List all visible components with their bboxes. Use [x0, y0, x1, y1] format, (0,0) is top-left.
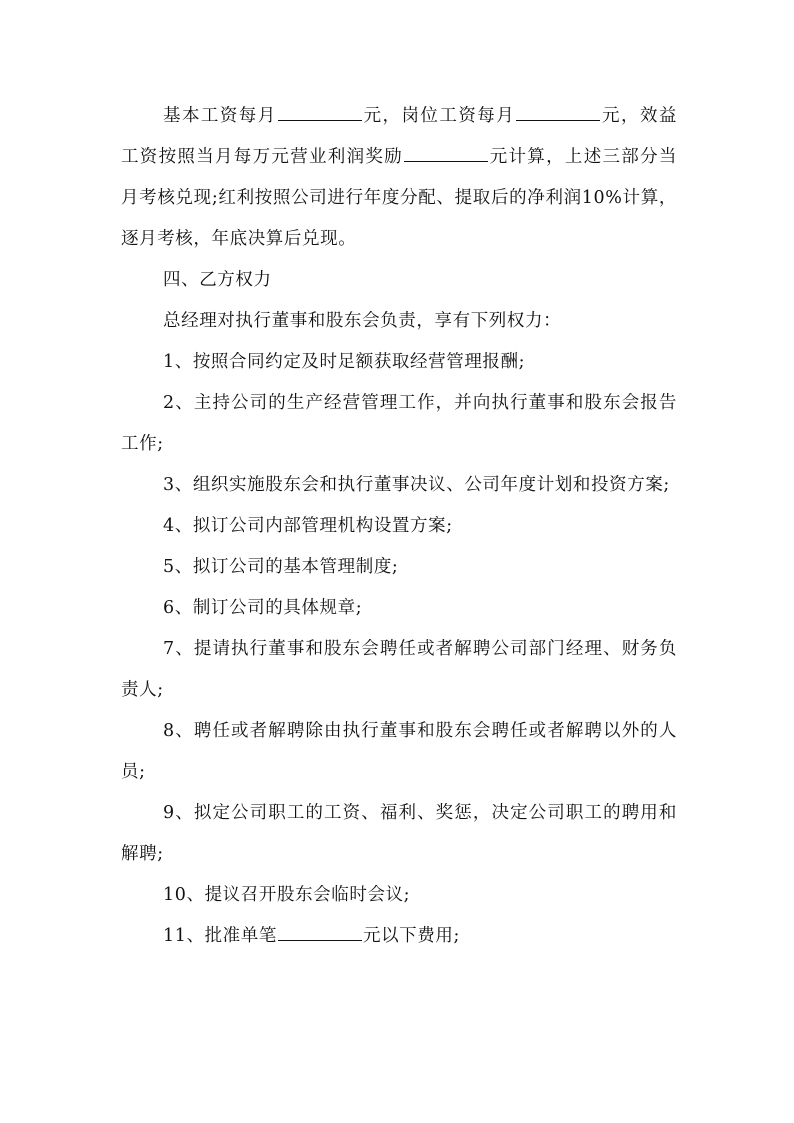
- pay-clause-text-4: 元计算，上述三部分当月考核兑现;红利按照公司进行年度分配、提取后的净利润10%计算，逐月考核，年底决算后兑现。: [121, 147, 677, 249]
- document-body: [121, 96, 677, 957]
- rights-intro: 总经理对执行董事和股东会负责，享有下列权力：: [163, 311, 562, 331]
- profit-bonus-blank: [404, 143, 488, 162]
- right-item: 10、提议召开股东会临时会议;: [163, 885, 411, 905]
- item11-suffix: 元以下费用;: [362, 926, 460, 946]
- right-item: 4、拟订公司内部管理机构设置方案;: [163, 516, 453, 536]
- right-item: 1、按照合同约定及时足额获取经营管理报酬;: [163, 352, 526, 372]
- right-item: 2、主持公司的生产经营管理工作，并向执行董事和股东会报告工作;: [121, 393, 677, 454]
- right-item: 5、拟订公司的基本管理制度;: [163, 557, 399, 577]
- post-salary-blank: [516, 102, 600, 121]
- section-heading: 四、乙方权力: [163, 270, 272, 290]
- expense-limit-blank: [278, 922, 362, 941]
- right-item: 3、组织实施股东会和执行董事决议、公司年度计划和投资方案;: [163, 475, 670, 495]
- right-item: 6、制订公司的具体规章;: [163, 598, 363, 618]
- right-item-11: [121, 916, 677, 957]
- pay-clause-paragraph: [121, 96, 677, 260]
- right-item: 9、拟定公司职工的工资、福利、奖惩，决定公司职工的聘用和解聘;: [121, 803, 677, 864]
- pay-clause-text-1: 基本工资每月: [163, 106, 277, 126]
- right-item: 7、提请执行董事和股东会聘任或者解聘公司部门经理、财务负责人;: [121, 639, 677, 700]
- pay-clause-text-2: 元，岗位工资每月: [362, 106, 516, 126]
- pay-clause-text-3: 元，效益工资按照当月每万元营业利润奖励: [121, 106, 677, 167]
- base-salary-blank: [278, 102, 362, 121]
- item11-prefix: 11、批准单笔: [163, 926, 277, 946]
- right-item: 8、聘任或者解聘除由执行董事和股东会聘任或者解聘以外的人员;: [121, 721, 677, 782]
